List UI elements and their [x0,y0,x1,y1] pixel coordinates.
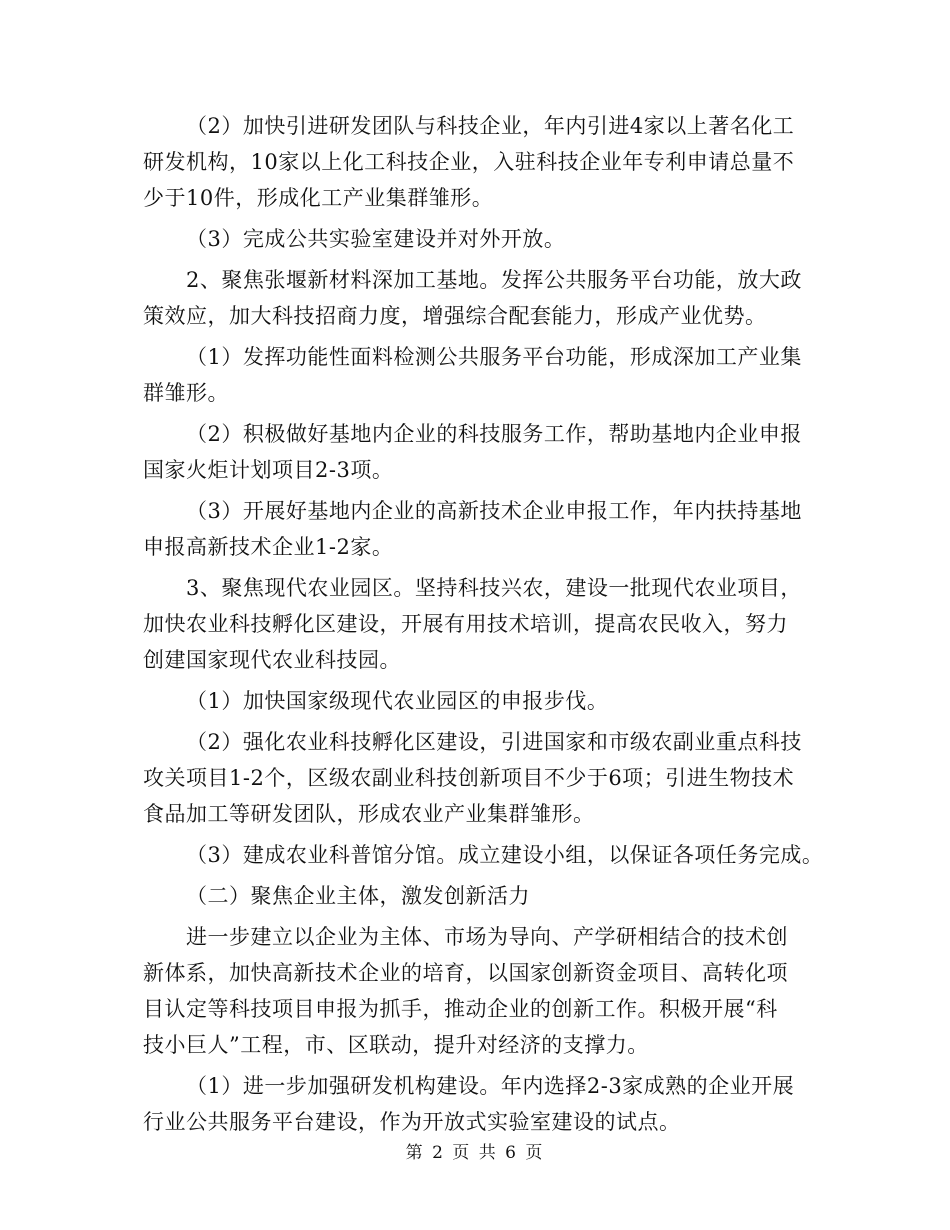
text-line: 食品加工等研发团队，形成农业产业集群雏形。 [143,802,595,826]
text-line: 行业公共服务平台建设，作为开放式实验室建设的试点。 [143,1110,681,1134]
text-line: 技小巨人”工程，市、区联动，提升对经济的支撑力。 [143,1033,649,1057]
document-body [143,108,823,1140]
text-line: （3）完成公共实验室建设并对外开放。 [186,227,566,251]
paragraph [143,837,823,873]
text-line: 加快农业科技孵化区建设，开展有用技术培训，提高农民收入，努力 [143,612,788,636]
paragraph [143,919,823,1063]
text-line: 新体系，加快高新技术企业的培育，以国家创新资金项目、高转化项 [143,961,788,985]
text-line: （二）聚焦企业主体，激发创新活力 [186,884,530,908]
text-line: （2）加快引进研发团队与科技企业，年内引进4家以上著名化工 [186,114,795,138]
text-line: （1）发挥功能性面料检测公共服务平台功能，形成深加工产业集 [186,345,802,369]
paragraph [143,108,823,216]
text-line: 创建国家现代农业科技园。 [143,648,401,672]
paragraph [143,221,823,257]
paragraph [143,416,823,488]
text-line: 研发机构，10家以上化工科技企业，入驻科技企业年专利申请总量不 [143,150,795,174]
paragraph [143,339,823,411]
paragraph [143,493,823,565]
text-line: 2、聚焦张堰新材料深加工基地。发挥公共服务平台功能，放大政 [186,268,802,292]
paragraph [143,262,823,334]
text-line: 进一步建立以企业为主体、市场为导向、产学研相结合的技术创 [186,925,788,949]
text-line: （2）积极做好基地内企业的科技服务工作，帮助基地内企业申报 [186,422,802,446]
text-line: 目认定等科技项目申报为抓手，推动企业的创新工作。积极开展“科 [143,997,778,1021]
text-line: （3）开展好基地内企业的高新技术企业申报工作，年内扶持基地 [186,499,802,523]
paragraph [143,683,823,719]
page-footer: 第 2 页 共 6 页 [405,1143,545,1163]
paragraph [143,724,823,832]
text-line: （3）建成农业科普馆分馆。成立建设小组，以保证各项任务完成。 [186,843,824,867]
text-line: 攻关项目1-2个，区级农副业科技创新项目不少于6项；引进生物技术 [143,766,795,790]
paragraph [143,878,823,914]
text-line: （1）进一步加强研发机构建设。年内选择2-3家成熟的企业开展 [186,1074,795,1098]
paragraph [143,570,823,678]
text-line: 国家火炬计划项目2-3项。 [143,458,394,482]
text-line: （2）强化农业科技孵化区建设，引进国家和市级农副业重点科技 [186,730,802,754]
paragraph [143,1068,823,1140]
text-line: 申报高新技术企业1-2家。 [143,535,394,559]
text-line: 策效应，加大科技招商力度，增强综合配套能力，形成产业优势。 [143,304,767,328]
text-line: 3、聚焦现代农业园区。坚持科技兴农，建设一批现代农业项目， [186,576,802,600]
text-line: 群雏形。 [143,381,229,405]
text-line: 少于10件，形成化工产业集群雏形。 [143,186,494,210]
text-line: （1）加快国家级现代农业园区的申报步伐。 [186,689,609,713]
